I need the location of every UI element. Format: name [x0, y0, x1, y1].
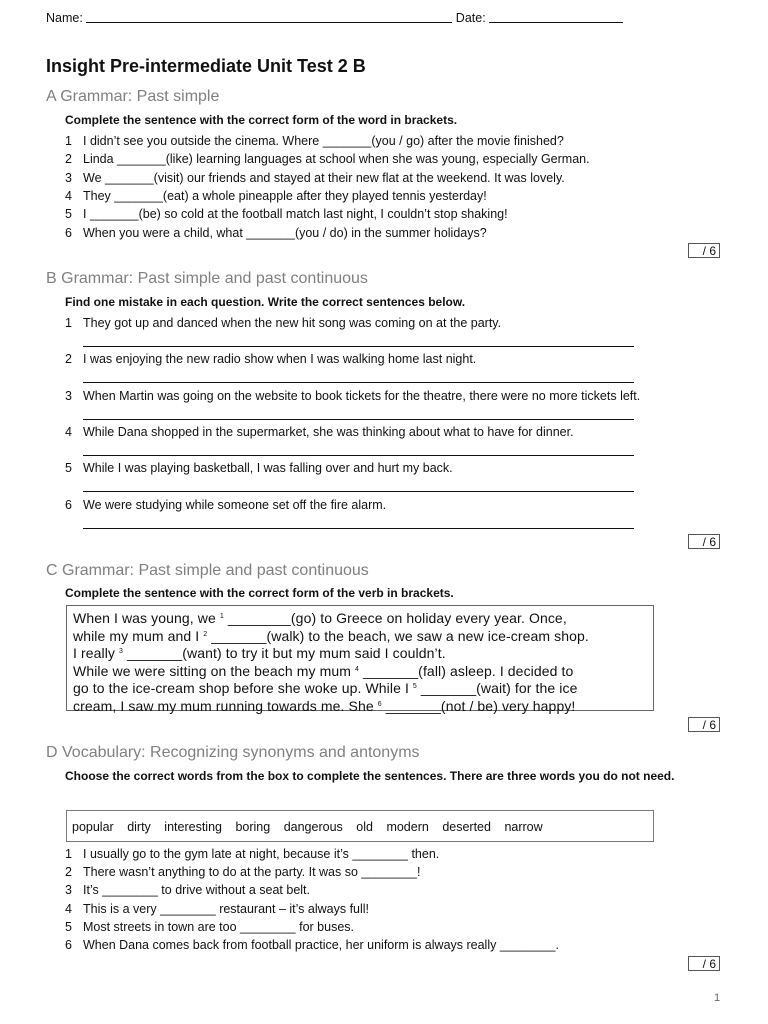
name-label: Name:	[46, 11, 83, 25]
passage-line: go to the ice-cream shop before she woke up. While I $^5$ _______(wait) for the ice	[73, 680, 578, 696]
section-c-instruction: Complete the sentence with the correct form of the verb in brackets.	[65, 586, 454, 600]
section-b-score-box: / 6	[688, 534, 720, 549]
list-item: 1 I didn’t see you outside the cinema. Where _______(you / go) after the movie finished?	[65, 134, 564, 148]
header-row	[46, 10, 623, 25]
passage-line: while my mum and I $^2$ _______(walk) to the beach, we saw a new ice-cream shop.	[73, 627, 589, 644]
answer-line-4[interactable]	[83, 455, 634, 456]
section-d-instruction: Choose the correct words from the box to complete the sentences. There are three words you do not need.	[65, 769, 675, 783]
list-item: 5 I _______(be) so cold at the football match last night, I couldn’t stop shaking!	[65, 207, 508, 221]
list-item: 3 We _______(visit) our friends and stayed at their new flat at the weekend. It was lovely.	[65, 171, 565, 185]
section-d-score-box: / 6	[688, 956, 720, 971]
answer-line-6[interactable]	[83, 528, 634, 529]
passage-line: I really $^3$ _______(want) to try it but my mum said I couldn’t.	[73, 645, 446, 661]
word: dangerous	[283, 820, 343, 834]
list-item: 3 It’s ________ to drive without a seat belt.	[65, 883, 311, 897]
answer-line-5[interactable]	[83, 491, 634, 492]
section-c-title: C Grammar: Past simple and past continuous	[46, 562, 369, 579]
name-field[interactable]	[86, 10, 452, 23]
list-item: 1 I usually go to the gym late at night, because it’s ________ then.	[65, 847, 440, 861]
answer-line-3[interactable]	[83, 419, 634, 420]
word: interesting	[164, 820, 222, 834]
list-item: 6 We were studying while someone set off the fire alarm.	[65, 498, 387, 512]
section-b-title: B Grammar: Past simple and past continuous	[46, 270, 368, 287]
page-number: 1	[714, 992, 721, 1004]
passage-line: cream, I saw my mum running towards me. She $^6$ _______(not / be) very happy!	[73, 697, 576, 714]
word: popular	[72, 820, 114, 834]
word: dirty	[127, 820, 151, 834]
list-item: 2 Linda _______(like) learning languages at school when she was young, especially German.	[65, 152, 590, 166]
passage-line: While we were sitting on the beach my mum $^4$ _______(fall) asleep. I decided to	[73, 662, 574, 679]
word: old	[356, 820, 373, 834]
section-b-instruction: Find one mistake in each question. Write the correct sentences below.	[65, 295, 466, 309]
section-a-instruction: Complete the sentence with the correct form of the word in brackets.	[65, 113, 458, 127]
list-item: 6 When you were a child, what _______(you / do) in the summer holidays?	[65, 226, 487, 240]
word: deserted	[442, 820, 491, 834]
list-item: 4 While Dana shopped in the supermarket, she was thinking about what to have for dinner.	[65, 425, 574, 439]
list-item: 3 When Martin was going on the website to book tickets for the theatre, there were no more tickets left.	[65, 389, 641, 403]
list-item: 5 Most streets in town are too ________ for buses.	[65, 920, 354, 934]
list-item: 1 They got up and danced when the new hit song was coming on at the party.	[65, 316, 502, 330]
passage-line: When I was young, we $^1$ ________(go) to Greece on holiday every year. Once,	[73, 610, 567, 626]
section-a-title: A Grammar: Past simple	[46, 88, 220, 105]
word: modern	[386, 820, 429, 834]
section-c-score-box: / 6	[688, 717, 720, 732]
answer-line-2[interactable]	[83, 382, 634, 383]
answer-line-1[interactable]	[83, 346, 634, 347]
list-item: 2 There wasn’t anything to do at the party. It was so ________!	[65, 865, 421, 879]
passage-box	[66, 605, 654, 714]
page-title: Insight Pre-intermediate Unit Test 2 B	[46, 56, 366, 76]
word-box	[66, 810, 654, 842]
date-field[interactable]	[489, 10, 623, 23]
date-label: Date:	[455, 11, 486, 25]
list-item: 6 When Dana comes back from football practice, her uniform is always really ________.	[65, 938, 559, 952]
word: boring	[235, 820, 271, 834]
section-a-score-box: / 6	[688, 243, 720, 258]
word: narrow	[504, 820, 543, 834]
list-item: 4 This is a very ________ restaurant – it’s always full!	[65, 902, 370, 916]
list-item: 4 They _______(eat) a whole pineapple after they played tennis yesterday!	[65, 189, 487, 203]
section-d-title: D Vocabulary: Recognizing synonyms and antonyms	[46, 744, 420, 761]
list-item: 5 While I was playing basketball, I was falling over and hurt my back.	[65, 461, 453, 475]
list-item: 2 I was enjoying the new radio show when I was walking home last night.	[65, 352, 477, 366]
